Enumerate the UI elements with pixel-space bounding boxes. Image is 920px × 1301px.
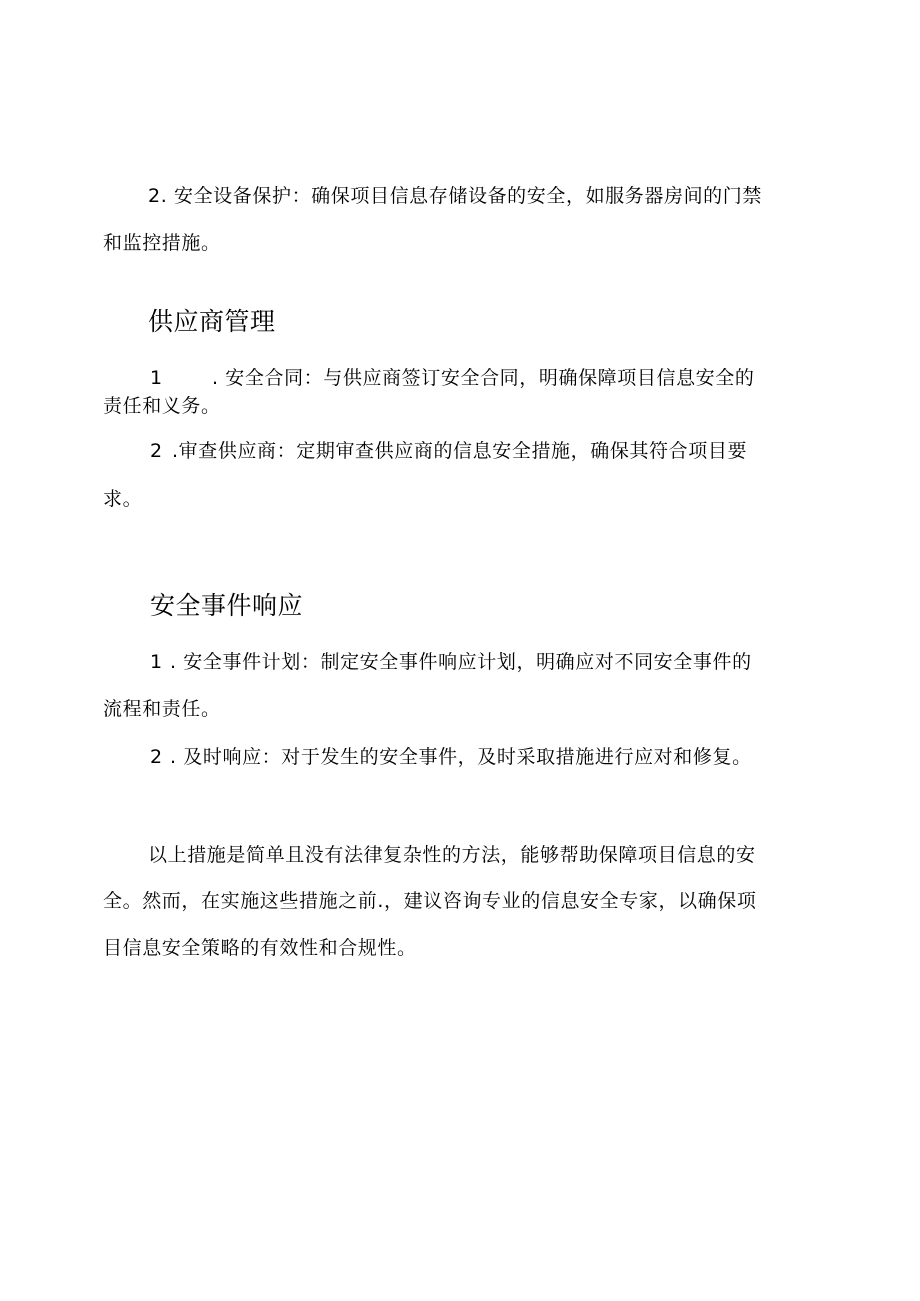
- incident-item-2-text: . 及时响应：对于发生的安全事件，及时采取措施进行应对和修复。: [170, 746, 752, 768]
- incident-item-2-line-1: [150, 745, 752, 769]
- incident-item-1-text: . 安全事件计划：制定安全事件响应计划，明确应对不同安全事件的: [170, 651, 752, 673]
- intro-item-2-line-1: [148, 184, 762, 208]
- supplier-item-2-number: 2: [150, 440, 163, 462]
- conclusion-line-3: 目信息安全策略的有效性和合规性。: [103, 937, 417, 959]
- intro-item-2-text: . 安全设备保护：确保项目信息存储设备的安全，如服务器房间的门禁: [160, 185, 762, 207]
- supplier-item-1-line-2: 责任和义务。: [103, 395, 221, 417]
- supplier-heading: 供应商管理: [148, 307, 276, 336]
- incident-item-1-line-2: 流程和责任。: [103, 698, 221, 720]
- intro-item-2-number: 2: [148, 185, 161, 207]
- incident-item-2-number: 2: [150, 746, 163, 768]
- incident-heading: 安全事件响应: [150, 591, 304, 620]
- supplier-item-2-line-1: [150, 439, 747, 463]
- supplier-item-1-number: 1: [150, 367, 163, 389]
- intro-item-2-line-2: 和监控措施。: [103, 232, 221, 254]
- conclusion-line-2: 全。然而，在实施这些措施之前.，建议咨询专业的信息安全专家，以确保项: [103, 890, 757, 912]
- supplier-item-1-text: . 安全合同：与供应商签订安全合同，明确保障项目信息安全的: [212, 367, 755, 389]
- incident-item-1-line-1: [150, 650, 752, 674]
- supplier-item-2-line-2: 求。: [103, 488, 143, 510]
- conclusion-line-1: 以上措施是简单且没有法律复杂性的方法，能够帮助保障项目信息的安: [148, 844, 756, 866]
- supplier-item-1-line-1: [150, 366, 754, 390]
- incident-item-1-number: 1: [150, 651, 163, 673]
- supplier-item-2-text: .审查供应商：定期审查供应商的信息安全措施，确保其符合项目要: [172, 440, 748, 462]
